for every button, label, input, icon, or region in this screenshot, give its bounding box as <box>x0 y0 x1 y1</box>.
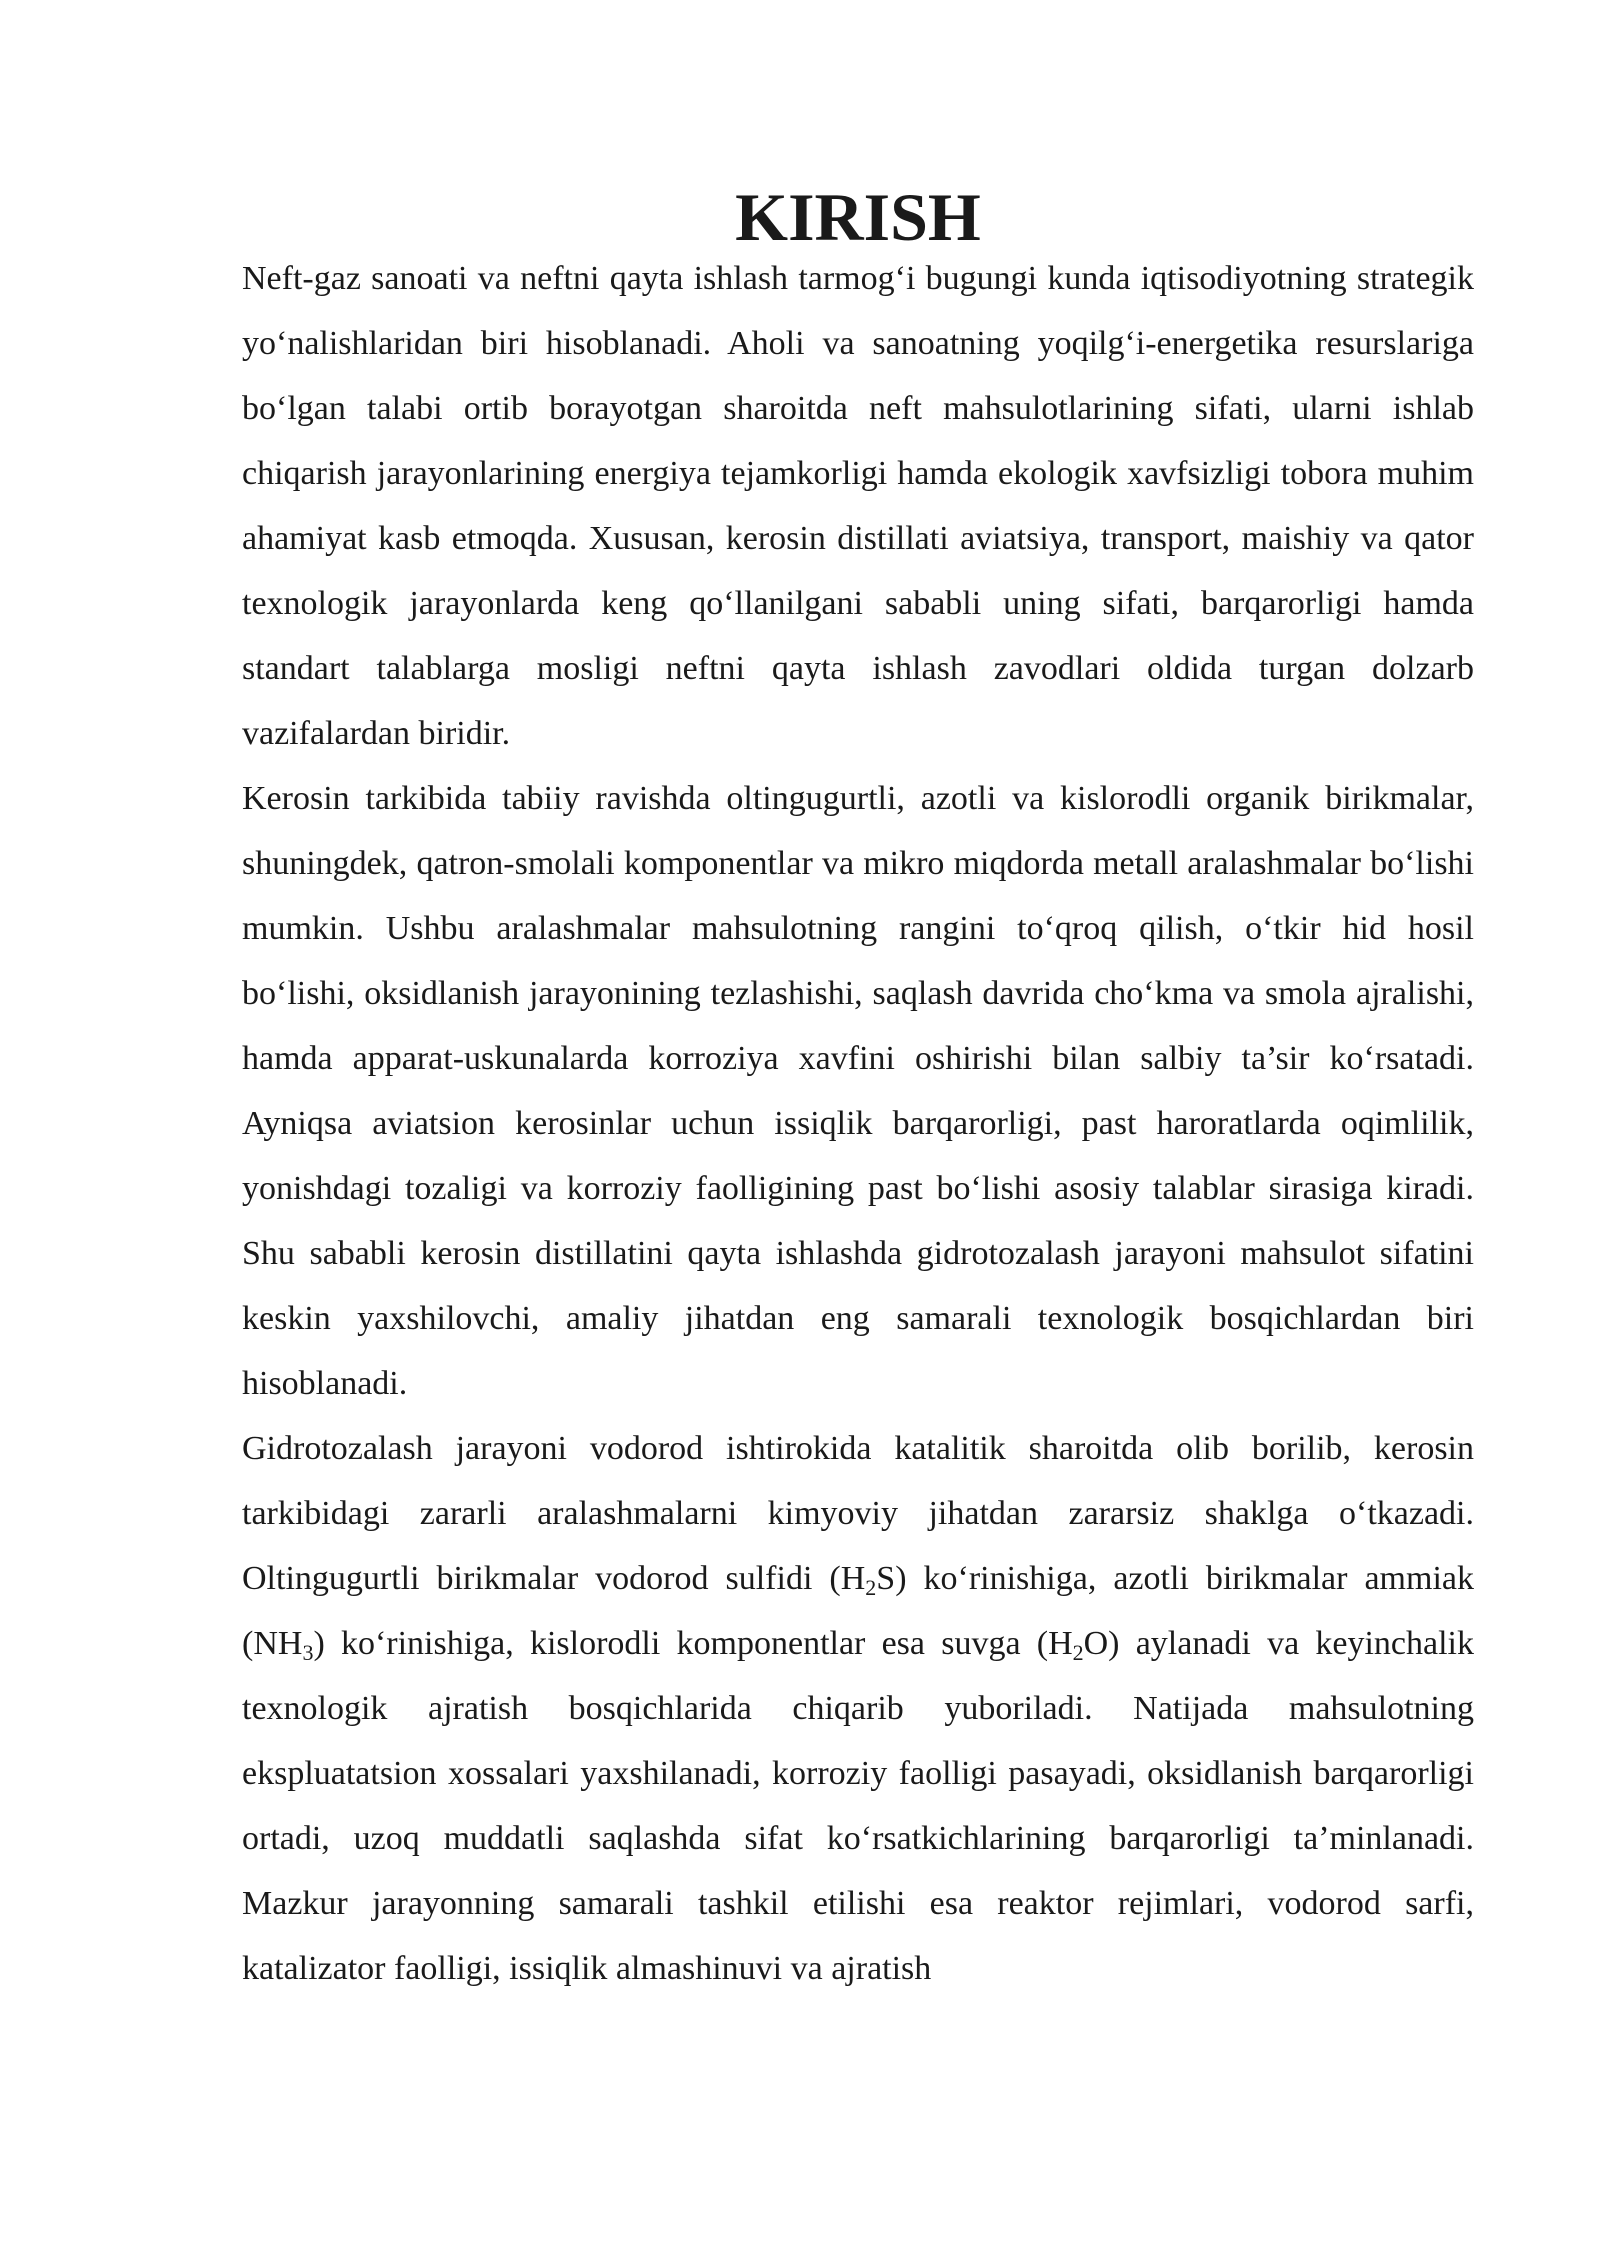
paragraph-1: Neft-gaz sanoati va neftni qayta ishlash tarmog‘i bugungi kunda iqtisodiyotning strategik yo‘nalishlaridan biri hisoblanadi. Aholi va sanoatning yoqilg‘i-energetika resurslariga bo‘lgan talabi ortib borayotgan sharoitda neft mahsulotlarining sifati, ularni ishlab chiqarish jarayonlarining energiya tejamkorligi hamda ekologik xavfsizligi tobora muhim ahamiyat kasb etmoqda. Xususan, kerosin distillati aviatsiya, transport, maishiy va qator texnologik jarayonlarda keng qo‘llanilgani sababli uning sifati, barqarorligi hamda standart talablarga mosligi neftni qayta ishlash zavodlari oldida turgan dolzarb vazifalardan biridir. <box>242 260 1474 752</box>
subscript-3-nh3: 3 <box>302 1640 314 1665</box>
page-title: KIRISH <box>735 179 981 255</box>
paragraph-3-text-4: O) aylanadi va keyinchalik texnologik ajratish bosqichlarida chiqarib yuboriladi. Natijada mahsulotning ekspluatatsion xossalari yaxshilanadi, korroziy faolligi pasayadi, oksidlanish barqarorligi ortadi, uzoq muddatli saqlashda sifat ko‘rsatkichlarining barqarorligi ta’minlanadi. Mazkur jarayonning samarali tashkil etilishi esa reaktor rejimlari, vodorod sarfi, katalizator faolligi, issiqlik almashinuvi va ajratish <box>242 1625 1474 1987</box>
paragraph-3-text-2: S) ko‘rinishiga, azotli birikmalar ammiak (NH <box>242 1560 1474 1662</box>
subscript-2-h2o: 2 <box>1072 1640 1084 1665</box>
paragraph-3 <box>242 1416 1474 2001</box>
paragraph-3-text-1: Gidrotozalash jarayoni vodorod ishtirokida katalitik sharoitda olib borilib, kerosin tarkibidagi zararli aralashmalarni kimyoviy jihatdan zararsiz shaklga o‘tkazadi. Oltingugurtli birikmalar vodorod sulfidi (H <box>242 1430 1474 1597</box>
subscript-2-h2s: 2 <box>865 1575 877 1600</box>
paragraph-2: Kerosin tarkibida tabiiy ravishda oltingugurtli, azotli va kislorodli organik birikmalar, shuningdek, qatron-smolali komponentlar va mikro miqdorda metall aralashmalar bo‘lishi mumkin. Ushbu aralashmalar mahsulotning rangini to‘qroq qilish, o‘tkir hid hosil bo‘lishi, oksidlanish jarayonining tezlashishi, saqlash davrida cho‘kma va smola ajralishi, hamda apparat-uskunalarda korroziya xavfini oshirishi bilan salbiy ta’sir ko‘rsatadi. Ayniqsa aviatsion kerosinlar uchun issiqlik barqarorligi, past haroratlarda oqimlilik, yonishdagi tozaligi va korroziy faolligining past bo‘lishi asosiy talablar sirasiga kiradi. Shu sababli kerosin distillatini qayta ishlashda gidrotozalash jarayoni mahsulot sifatini keskin yaxshilovchi, amaliy jihatdan eng samarali texnologik bosqichlardan biri hisoblanadi. <box>242 780 1474 1402</box>
paragraph-3-text-3: ) ko‘rinishiga, kislorodli komponentlar esa suvga (H <box>313 1625 1073 1662</box>
document-body <box>242 179 1474 2001</box>
